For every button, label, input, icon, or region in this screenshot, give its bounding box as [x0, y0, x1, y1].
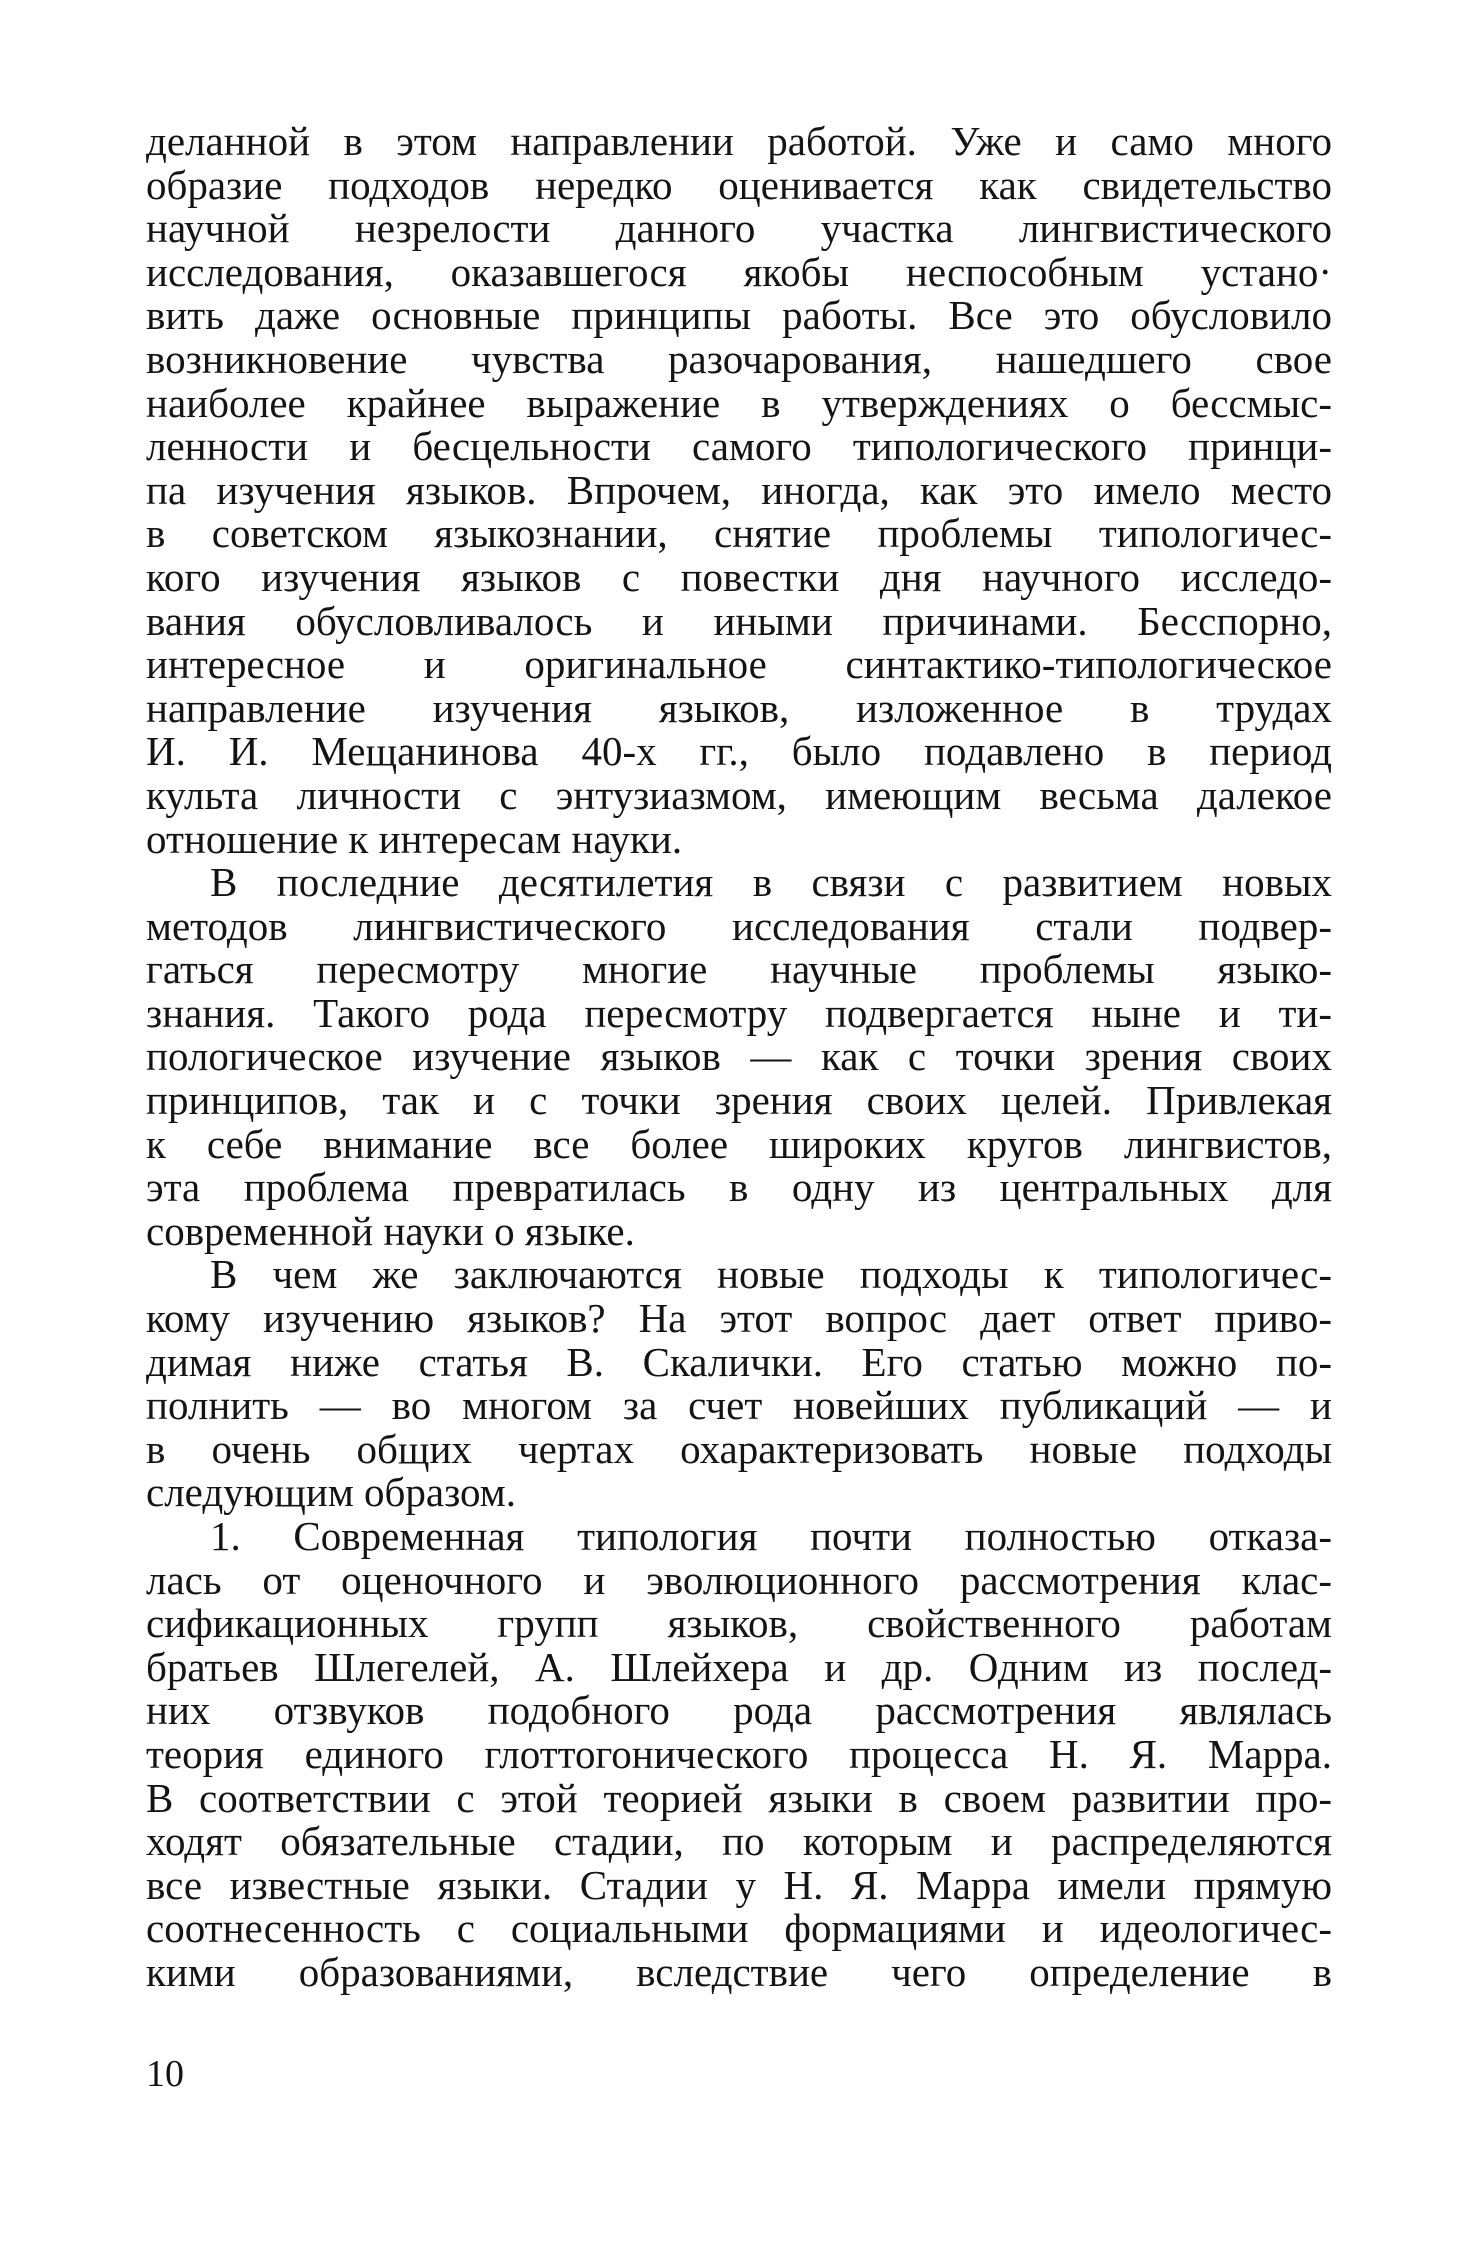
- text-line: ходят обязательные стадии, по которым и распределяются: [146, 1818, 1332, 1865]
- text-line: полнить — во многом за счет новейших публикаций — и: [146, 1382, 1332, 1429]
- text-line: методов лингвистического исследования стали подвер-: [146, 902, 1332, 949]
- text-line: В последние десятилетия в связи с развитием новых: [210, 859, 1332, 906]
- text-line: знания. Такого рода пересмотру подвергается ныне и ти-: [146, 989, 1332, 1036]
- text-line: лась от оценочного и эволюционного рассмотрения клас-: [146, 1556, 1332, 1603]
- text-line: эта проблема превратилась в одну из центральных для: [146, 1164, 1332, 1211]
- paragraph-4: [146, 1515, 1332, 1995]
- text-line: вить даже основные принципы работы. Все это обусловило: [146, 292, 1332, 339]
- text-line: сификационных групп языков, свойственного работам: [146, 1600, 1332, 1647]
- text-line: вания обусловливалось и иными причинами. Бесспорно,: [146, 597, 1332, 644]
- text-line: братьев Шлегелей, А. Шлейхера и др. Одним из послед-: [146, 1643, 1332, 1690]
- text-line: пологическое изучение языков — как с точки зрения своих: [146, 1033, 1332, 1080]
- text-line: интересное и оригинальное синтактико-типологическое: [146, 641, 1332, 688]
- text-line: В соответствии с этой теорией языки в своем развитии про-: [146, 1774, 1332, 1821]
- text-line: возникновение чувства разочарования, нашедшего свое: [146, 335, 1332, 382]
- text-line: димая ниже статья В. Скалички. Его статью можно по-: [146, 1338, 1332, 1385]
- paragraph-2: [146, 861, 1332, 1253]
- text-line: В чем же заключаются новые подходы к типологичес-: [210, 1251, 1332, 1298]
- text-line: И. И. Мещанинова 40-х гг., было подавлено в период: [146, 728, 1332, 775]
- text-line: наиболее крайнее выражение в утверждениях о бессмыс-: [146, 379, 1332, 426]
- text-line: принципов, так и с точки зрения своих целей. Привлекая: [146, 1077, 1332, 1124]
- text-line: направление изучения языков, изложенное в трудах: [146, 684, 1332, 731]
- text-line: все известные языки. Стадии у Н. Я. Марра имели прямую: [146, 1861, 1332, 1908]
- text-line: соотнесенность с социальными формациями и идеологичес-: [146, 1905, 1332, 1952]
- text-line: к себе внимание все более широких кругов лингвистов,: [146, 1120, 1332, 1167]
- text-line: ленности и бесцельности самого типологического принци-: [146, 423, 1332, 470]
- text-line: образие подходов нередко оценивается как свидетельство: [146, 161, 1332, 208]
- text-line: кого изучения языков с повестки дня научного исследо-: [146, 553, 1332, 600]
- text-line: в советском языкознании, снятие проблемы типологичес-: [146, 510, 1332, 557]
- text-line: научной незрелости данного участка лингвистического: [146, 205, 1332, 252]
- text-line: отношение к интересам науки.: [146, 815, 683, 862]
- paragraph-1: [146, 120, 1332, 861]
- text-line: них отзвуков подобного рода рассмотрения являлась: [146, 1687, 1332, 1734]
- text-line: кими образованиями, вследствие чего определение в: [146, 1948, 1332, 1995]
- text-line: 1. Современная типология почти полностью отказа-: [210, 1513, 1332, 1559]
- text-line: современной науки о языке.: [146, 1207, 635, 1254]
- text-line: следующим образом.: [146, 1469, 516, 1516]
- text-line: деланной в этом направлении работой. Уже и само много: [146, 118, 1332, 164]
- text-line: исследования, оказавшегося якобы неспособным устано·: [146, 248, 1332, 295]
- text-line: кому изучению языков? На этот вопрос дает ответ приво-: [146, 1295, 1332, 1342]
- page-number: 10: [146, 2053, 184, 2095]
- text-line: теория единого глоттогонического процесса Н. Я. Марра.: [146, 1730, 1332, 1777]
- text-line: па изучения языков. Впрочем, иногда, как это имело место: [146, 466, 1332, 513]
- text-line: в очень общих чертах охарактеризовать новые подходы: [146, 1425, 1332, 1472]
- page-text: [146, 120, 1332, 1995]
- text-line: культа личности с энтузиазмом, имеющим весьма далекое: [146, 771, 1332, 818]
- text-line: гаться пересмотру многие научные проблемы языко-: [146, 946, 1332, 993]
- paragraph-3: [146, 1253, 1332, 1515]
